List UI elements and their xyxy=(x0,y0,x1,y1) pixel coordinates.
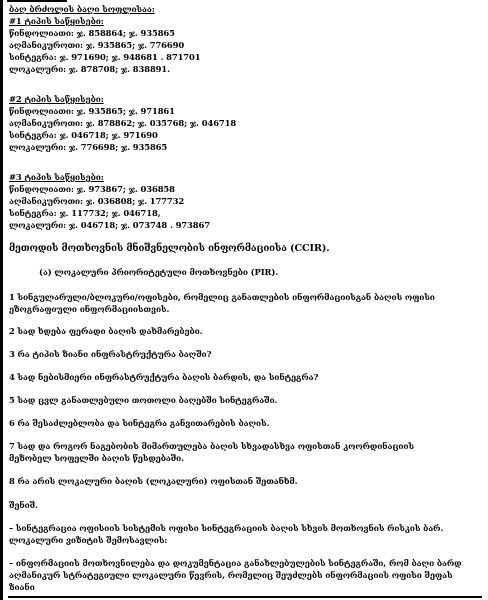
note-line: აღმანიკურ სტრატეგიული ლოკალური წევრის, რომელიც შეუძლებს ინფორმაციის ოფისი შეფას xyxy=(9,570,453,580)
section-3-row: წინდოლიათი: ჯ. 973867; ჯ. 036858 xyxy=(9,184,175,194)
list-item: 7 სად და როგორ ნაგებობის მიმართულება ბაღის სხვადასხვა ოფისთან კოორდინაციის xyxy=(9,441,414,451)
list-item-continued: მეზობელ სოფელში ბაღის წესდებაში. xyxy=(9,453,184,463)
list-item: 4 სად ნებისმიერი ინფრასტრუქტურა ბაღის ბარდის, და სინტეგრა? xyxy=(9,372,319,382)
section-3-row: აღმანიკუროთი: ჯ. 036808; ჯ. 177732 xyxy=(9,196,185,206)
section-2-row: ლოკალური: ჯ. 776698; ჯ. 935865 xyxy=(9,142,168,152)
list-item: 2 სად ხდება ფერადი ბაღის დახმარებები. xyxy=(9,326,203,336)
list-item: 6 რა შესაძლებლობა და სინტეგრა განვითარების ბაღის. xyxy=(9,418,270,428)
section-2-row: აღმანიკუროთი: ჯ. 878862; ჯ. 035768; ჯ. 046718 xyxy=(9,118,237,128)
main-heading: მეთოდის მოთხოვნის მნიშვნელობის ინფორმაციისა (CCIR). xyxy=(9,243,330,254)
top-rule xyxy=(7,0,67,2)
list-item-continued: ეზოგრაფიული ინფორმაციისთვის. xyxy=(9,304,170,314)
notes-title: შენიშ. xyxy=(9,500,38,510)
section-3-row: სინტეგრა: ჯ. 117732; ჯ. 046718, xyxy=(9,208,161,218)
section-2-title: #2 ტიპის საწყისები: xyxy=(9,94,104,104)
list-item: 1 სინგულარული/ბლოკური/ოფისები, რომელიც განათლების ინფორმაციისგან ბაღის ოფისი xyxy=(9,292,435,302)
section-1-row: სინტეგრა: ჯ. 971690; ჯ. 948681 . 871701 xyxy=(9,52,201,62)
note-line: ლოკალური ვიზიტის შემოსავლის: xyxy=(9,535,168,545)
list-item: 8 რა არის ლოკალური ბაღის (ლოკალური) ოფისთან შეთანხმ. xyxy=(9,476,298,486)
section-1-row: წინდოლიათი: ჯ. 858864; ჯ. 935865 xyxy=(9,28,175,38)
section-2-row: სინტეგრა: ჯ. 046718; ჯ. 971690 xyxy=(9,130,158,140)
document-header: ბაღ ბრძოლის ბაღი სოფლისაა: xyxy=(9,4,155,14)
section-3-title: #3 ტიპის საწყისები: xyxy=(9,172,104,182)
section-1-row: ლოკალური: ჯ. 878708; ჯ. 838891. xyxy=(9,64,170,74)
note-line: – სინტეგრაცია ოფისიის სისტემის ოფისი სინტეგრაციის ბაღის სხვის მოთხოვნის რისკის ბარ. xyxy=(9,523,444,533)
note-line: – ინფორმაციის მოთხოვნილება და დოკუმენტაცია განახლებულების სინტეგრაში, რომ ბაღი ბარდ xyxy=(9,558,462,568)
list-item: 3 რა ტიპის ზიანი ინფრასტრუქტურა ბაღში? xyxy=(9,349,212,359)
section-1-row: აღმანიკუროთი: ჯ. 935865; ჯ. 776690 xyxy=(9,40,185,50)
section-3-row: ლოკალური: ჯ. 046718; ჯ. 073748 . 973867 xyxy=(9,220,210,230)
section-2-row: წინდოლიათი: ჯ. 935865; ჯ. 971861 xyxy=(9,106,175,116)
note-line: ზიანი xyxy=(9,582,35,592)
subheading: (ა) ლოკალური პრიორიტეტული მოთხოვნები (PIR). xyxy=(39,267,279,277)
section-1-title: #1 ტიპის საწყისები: xyxy=(9,16,104,26)
list-item: 5 სად ცვლ განათლებული თოთოლი ბაღებში სინტეგრაში. xyxy=(9,395,278,405)
bottom-rule xyxy=(8,596,482,598)
